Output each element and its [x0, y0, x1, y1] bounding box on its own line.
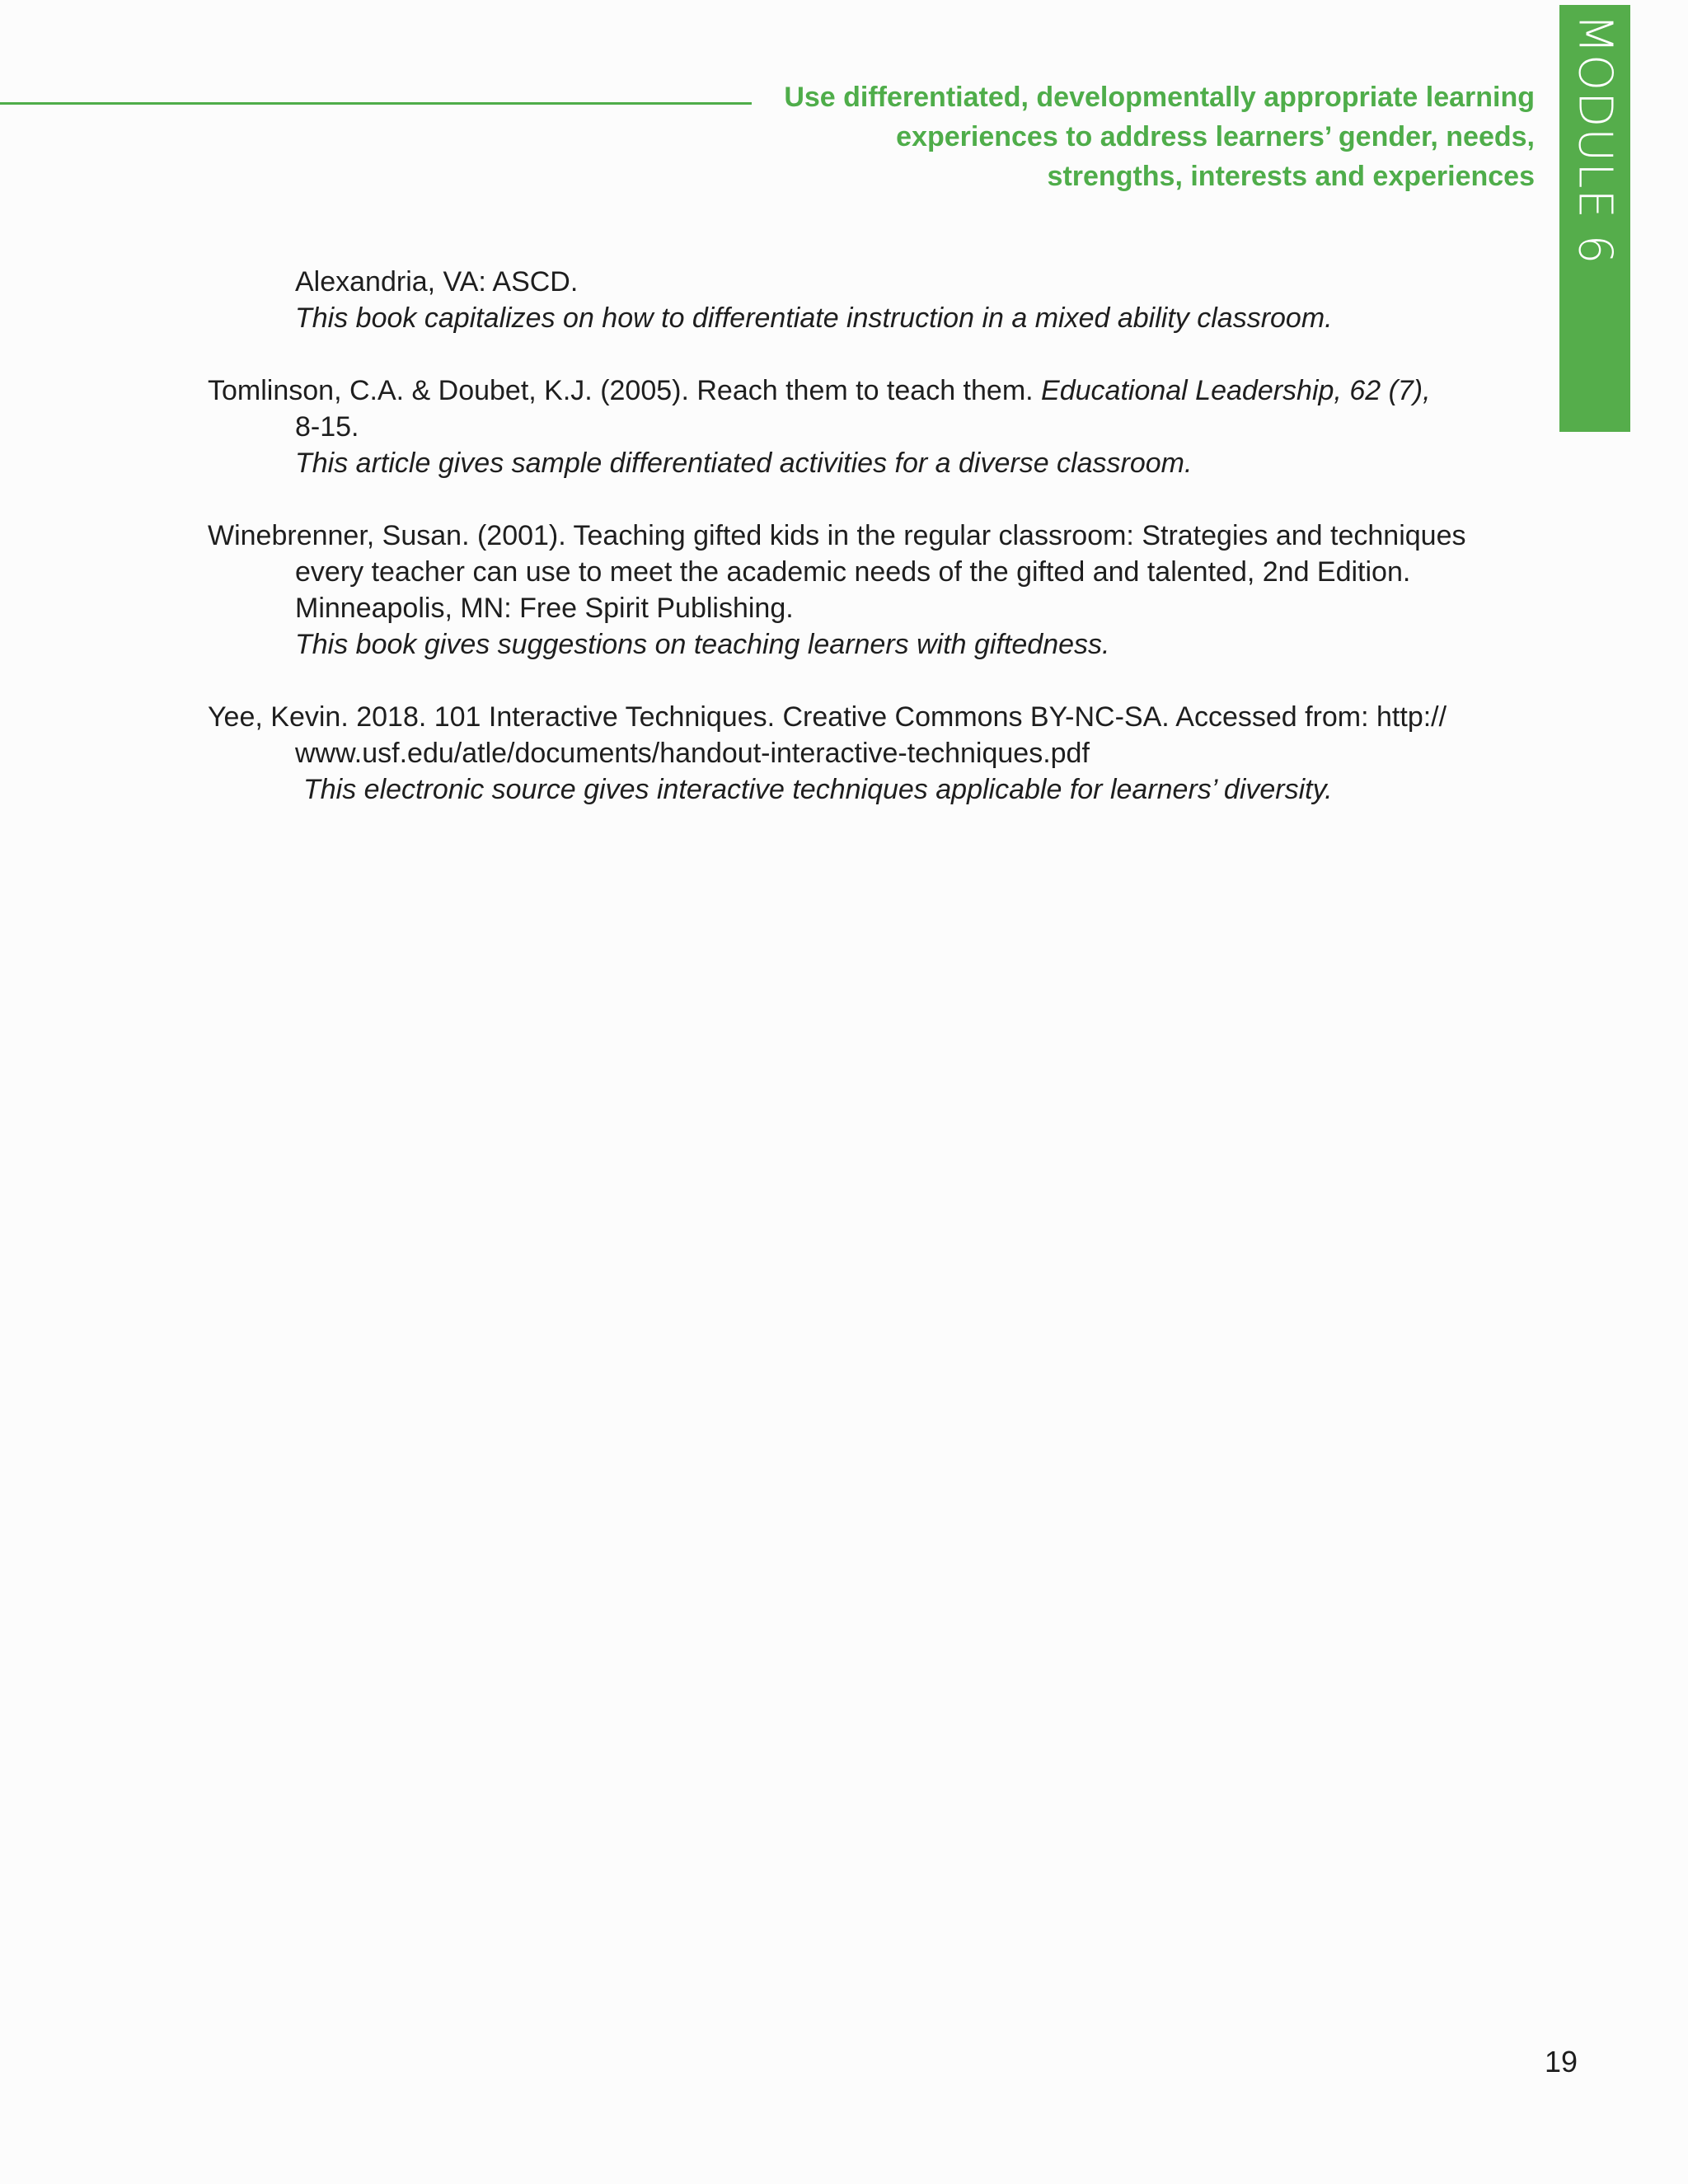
reference-link[interactable]: www.usf.edu/atle/documents/handout-interactive-techniques.pdf [295, 738, 1090, 769]
reference-annotation: This book capitalizes on how to differentiate instruction in a mixed ability classroom. [295, 302, 1333, 334]
header-title-line: experiences to address learners’ gender, needs, [896, 121, 1535, 152]
reference-pages: 8-15. [295, 411, 359, 443]
header-title-line: Use differentiated, developmentally appropriate learning [784, 82, 1535, 113]
reference-entry [208, 699, 1493, 808]
header-title-line: strengths, interests and experiences [1047, 161, 1535, 192]
header-rule [0, 102, 752, 105]
reference-citation [208, 373, 1493, 409]
reference-citation-text: Tomlinson, C.A. & Doubet, K.J. (2005). Reach them to teach them. [208, 375, 1042, 406]
reference-entry [208, 518, 1493, 663]
reference-text: Alexandria, VA: ASCD. [295, 266, 579, 298]
reference-text: Yee, Kevin. 2018. 101 Interactive Techniques. Creative Commons BY-NC-SA. Accessed from: http:// [208, 701, 1447, 733]
reference-annotation: This electronic source gives interactive techniques applicable for learners’ diversity. [303, 774, 1333, 805]
reference-journal: Educational Leadership, 62 (7), [1041, 375, 1431, 406]
reference-text: Winebrenner, Susan. (2001). Teaching gifted kids in the regular classroom: Strategies and techniques [208, 520, 1466, 551]
reference-entry [208, 264, 1493, 336]
page-header-title [743, 77, 1535, 196]
reference-list [208, 264, 1493, 844]
module-tab-label: MODULE 6 [1568, 13, 1622, 265]
reference-annotation: This article gives sample differentiated activities for a diverse classroom. [295, 448, 1193, 479]
reference-entry [208, 373, 1493, 481]
reference-text: Minneapolis, MN: Free Spirit Publishing. [295, 593, 794, 624]
reference-annotation: This book gives suggestions on teaching learners with giftedness. [295, 629, 1110, 660]
module-tab [1559, 5, 1630, 432]
reference-text: every teacher can use to meet the academic needs of the gifted and talented, 2nd Edition. [295, 556, 1411, 588]
page-number: 19 [1545, 2045, 1578, 2079]
